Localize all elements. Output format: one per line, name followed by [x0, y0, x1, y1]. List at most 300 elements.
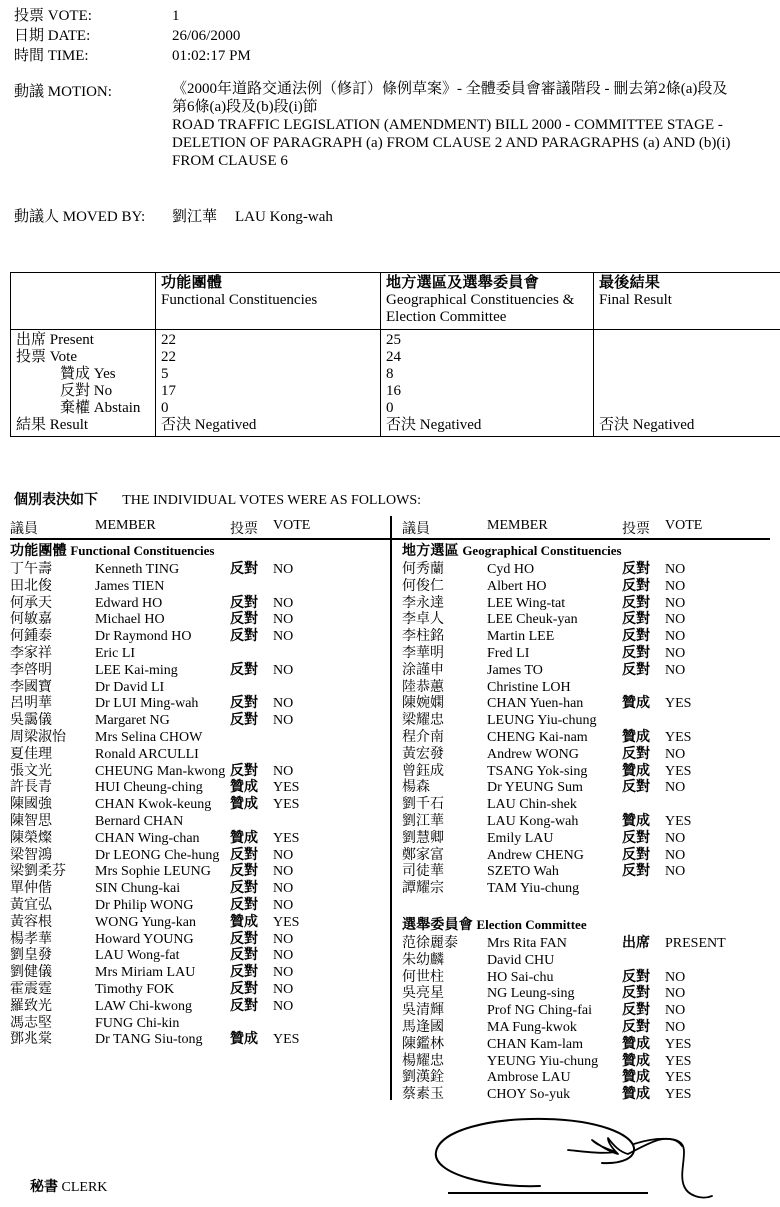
member-name-chinese: 鄭家富 — [402, 847, 444, 863]
vote-value-chinese: 反對 — [230, 998, 258, 1014]
final-result: 否決 Negatived — [599, 417, 695, 433]
member-name-english: Prof NG Ching-fai — [487, 1003, 592, 1019]
label-no — [16, 383, 151, 400]
vote-value-chinese: 反對 — [622, 864, 650, 880]
vote-value-english: NO — [665, 746, 686, 762]
member-name-english: LAU Wong-fat — [95, 948, 180, 964]
member-name-english: Dr David LI — [95, 679, 165, 695]
member-name-english: HUI Cheung-ching — [95, 780, 203, 796]
member-name-chinese: 丁午壽 — [10, 562, 52, 577]
vote-value-english: PRESENT — [665, 935, 726, 951]
vote-value-english: YES — [665, 1087, 692, 1103]
member-name-chinese: 譚耀宗 — [402, 881, 444, 897]
metadata-row-vote — [14, 4, 714, 24]
vote-value-chinese: 贊成 — [230, 780, 258, 796]
vote-value-english: YES — [665, 813, 692, 829]
label-abstain-zh: 棄權 — [60, 400, 91, 416]
label-present-en: Present — [49, 332, 94, 348]
member-name-chinese: 朱幼麟 — [402, 952, 444, 968]
summary-corner-cell — [11, 273, 156, 330]
vote-value-chinese: 反對 — [622, 645, 650, 661]
geographical-abstain: 0 — [386, 400, 394, 416]
date-label: 日期 DATE: — [14, 28, 91, 44]
vote-value-english: NO — [665, 986, 686, 1002]
group-heading-geographical-zh: 地方選區 — [402, 544, 459, 559]
member-name-english: MA Fung-kwok — [487, 1019, 577, 1035]
functional-no: 17 — [161, 383, 176, 399]
summary-header-functional-zh: 功能團體 — [161, 275, 223, 291]
member-name-english: LAU Kong-wah — [487, 813, 579, 829]
moved-by-label: 動議人 MOVED BY: — [14, 209, 146, 225]
label-yes-zh: 贊成 — [60, 366, 91, 382]
votes-column-right — [402, 518, 778, 1103]
member-name-chinese: 楊耀忠 — [402, 1053, 444, 1069]
member-name-chinese: 何承天 — [10, 595, 52, 611]
label-result — [16, 417, 151, 434]
member-name-chinese: 馬逢國 — [402, 1019, 444, 1035]
summary-values-geographical — [381, 330, 594, 437]
member-name-english: CHENG Kai-nam — [487, 729, 588, 745]
member-name-english: SZETO Wah — [487, 864, 559, 880]
vote-value-english: NO — [665, 864, 686, 880]
member-name-chinese: 司徒華 — [402, 864, 444, 880]
vote-value-chinese: 反對 — [622, 612, 650, 628]
member-name-chinese: 劉千石 — [402, 797, 444, 813]
member-name-chinese: 楊森 — [402, 780, 430, 796]
member-name-english: LAU Chin-shek — [487, 797, 577, 813]
member-name-chinese: 劉漢銓 — [402, 1070, 444, 1086]
clerk-label — [30, 1176, 107, 1196]
member-name-english: CHAN Kam-lam — [487, 1036, 584, 1052]
member-name-english: CHAN Wing-chan — [95, 830, 200, 846]
vote-value-chinese: 反對 — [230, 612, 258, 628]
vote-value-chinese: 反對 — [622, 746, 650, 762]
member-name-english: Eric LI — [95, 645, 136, 661]
votes-column-left — [10, 518, 386, 1048]
member-name-english: Mrs Rita FAN — [487, 935, 567, 951]
column-headers-left — [10, 518, 386, 538]
member-name-chinese: 陳榮燦 — [10, 830, 52, 846]
vote-value-english: NO — [665, 1019, 686, 1035]
vote-value-english: NO — [665, 645, 686, 661]
member-name-chinese: 蔡素玉 — [402, 1087, 444, 1103]
vote-value-english: NO — [273, 881, 294, 897]
group-heading-election-committee — [402, 912, 778, 932]
summary-header-row — [11, 273, 780, 330]
member-name-chinese: 劉慧卿 — [402, 830, 444, 846]
vote-value-chinese: 反對 — [230, 595, 258, 611]
vote-value-english: NO — [665, 969, 686, 985]
time-label: 時間 TIME: — [14, 48, 89, 64]
member-name-chinese: 單仲偕 — [10, 881, 52, 897]
member-name-english: Fred LI — [487, 645, 530, 661]
geographical-yes: 8 — [386, 366, 394, 382]
vote-value-chinese: 贊成 — [622, 1053, 650, 1069]
vote-value-english: NO — [273, 763, 294, 779]
vote-value-chinese: 反對 — [230, 931, 258, 947]
vote-value-english: YES — [665, 763, 692, 779]
geographical-result: 否決 Negatived — [386, 417, 482, 433]
vote-value-chinese: 反對 — [622, 847, 650, 863]
summary-header-geographical-en: Geographical Constituencies & Election Committee — [386, 292, 575, 325]
vote-value-chinese: 反對 — [230, 981, 258, 997]
vote-value-english: NO — [665, 830, 686, 846]
column-headers-right — [402, 518, 778, 538]
vote-value-chinese: 反對 — [622, 629, 650, 645]
vote-value-english: NO — [273, 595, 294, 611]
vote-value-english: NO — [273, 931, 294, 947]
member-name-english: LEUNG Yiu-chung — [487, 713, 597, 729]
functional-vote: 22 — [161, 349, 176, 365]
member-name-chinese: 吳亮星 — [402, 986, 444, 1002]
moved-by-name-chinese: 劉江華 — [172, 209, 218, 225]
member-name-chinese: 呂明華 — [10, 696, 52, 712]
member-name-chinese: 何敏嘉 — [10, 612, 52, 628]
group-heading-geographical-en: Geographical Constituencies — [462, 543, 622, 558]
member-name-chinese: 梁劉柔芬 — [10, 864, 66, 880]
member-name-english: WONG Yung-kan — [95, 914, 196, 930]
column-divider-rule — [390, 516, 392, 1100]
vote-value-chinese: 贊成 — [622, 1087, 650, 1103]
vote-value-chinese: 反對 — [230, 965, 258, 981]
member-name-chinese: 梁智鴻 — [10, 847, 52, 863]
individual-votes-title — [14, 489, 421, 509]
motion-text-english: ROAD TRAFFIC LEGISLATION (AMENDMENT) BILL 2000 - COMMITTEE STAGE - DELETION OF PARAGRAPH (a) FROM CLAUSE 2 AND PARAGRAPHS (a) AND (b)(i) FROM CLAUSE 6 — [172, 117, 731, 169]
label-no-en: No — [93, 383, 113, 399]
member-name-english: SIN Chung-kai — [95, 881, 181, 897]
vote-value-chinese: 反對 — [230, 662, 258, 678]
vote-value-chinese: 反對 — [230, 948, 258, 964]
member-name-english: Ambrose LAU — [487, 1070, 571, 1086]
group-heading-geographical — [402, 538, 778, 558]
label-vote-zh: 投票 — [16, 349, 47, 365]
member-name-chinese: 吳清輝 — [402, 1003, 444, 1019]
member-name-english: TAM Yiu-chung — [487, 881, 580, 897]
vote-rows-functional — [10, 558, 386, 1048]
vote-value-english: NO — [273, 629, 294, 645]
vote-value-chinese: 反對 — [230, 696, 258, 712]
label-vote — [16, 349, 151, 366]
member-name-english: Emily LAU — [487, 830, 554, 846]
member-name-chinese: 羅致光 — [10, 998, 52, 1014]
label-yes-en: Yes — [93, 366, 116, 382]
summary-header-geographical-zh: 地方選區及選舉委員會 — [386, 275, 540, 291]
header-vote-zh-left: 投票 — [230, 522, 258, 537]
vote-row — [10, 558, 386, 575]
member-name-chinese: 李國寶 — [10, 679, 52, 695]
label-present — [16, 332, 151, 349]
member-name-english: LAW Chi-kwong — [95, 998, 193, 1014]
vote-value-chinese: 反對 — [622, 662, 650, 678]
vote-value-english: NO — [665, 595, 686, 611]
header-member-zh-right: 議員 — [402, 522, 430, 537]
vote-value-english: NO — [273, 612, 294, 628]
vote-value-chinese: 贊成 — [230, 797, 258, 813]
member-name-chinese: 陳鑑林 — [402, 1036, 444, 1052]
member-name-chinese: 劉江華 — [402, 813, 444, 829]
motion-label: 動議 MOTION: — [14, 84, 112, 100]
vote-value-chinese: 反對 — [230, 881, 258, 897]
vote-value-chinese: 贊成 — [230, 830, 258, 846]
summary-values-final — [594, 330, 780, 437]
moved-by-name-english: LAU Kong-wah — [235, 209, 333, 225]
functional-result: 否決 Negatived — [161, 417, 257, 433]
member-name-english: LEE Kai-ming — [95, 662, 178, 678]
member-name-english: LEE Wing-tat — [487, 595, 566, 611]
vote-value-chinese: 反對 — [230, 629, 258, 645]
member-name-english: NG Leung-sing — [487, 986, 575, 1002]
label-result-en: Result — [49, 417, 89, 433]
vote-number-value: 1 — [172, 8, 180, 24]
motion-text — [172, 80, 734, 170]
summary-header-final-zh: 最後結果 — [599, 275, 661, 291]
member-name-english: Bernard CHAN — [95, 813, 184, 829]
header-member-en-right: MEMBER — [487, 518, 548, 533]
member-name-chinese: 田北俊 — [10, 578, 52, 594]
vote-value-english: NO — [665, 629, 686, 645]
label-yes — [16, 366, 151, 383]
vote-value-english: YES — [273, 830, 300, 846]
motion-block — [14, 80, 774, 170]
member-name-chinese: 程介南 — [402, 729, 444, 745]
vote-value-english: NO — [273, 713, 294, 729]
label-abstain — [16, 400, 151, 417]
vote-value-chinese: 贊成 — [622, 1070, 650, 1086]
summary-header-geographical — [381, 273, 594, 330]
member-name-chinese: 鄧兆棠 — [10, 1032, 52, 1048]
member-name-chinese: 楊孝華 — [10, 931, 52, 947]
final-spacer — [599, 332, 780, 417]
member-name-chinese: 黃宜弘 — [10, 897, 52, 913]
member-name-chinese: 劉健儀 — [10, 965, 52, 981]
vote-value-english: NO — [273, 847, 294, 863]
vote-value-chinese: 反對 — [230, 713, 258, 729]
group-heading-functional-en: Functional Constituencies — [70, 543, 215, 558]
member-name-chinese: 馮志堅 — [10, 1015, 52, 1031]
member-name-english: Dr YEUNG Sum — [487, 780, 583, 796]
member-name-chinese: 李卓人 — [402, 612, 444, 628]
vote-value-english: NO — [665, 562, 686, 577]
vote-value-chinese: 贊成 — [622, 1036, 650, 1052]
member-name-chinese: 夏佳理 — [10, 746, 52, 762]
vote-summary-table — [10, 272, 780, 437]
motion-text-chinese: 《2000年道路交通法例（修訂）條例草案》- 全體委員會審議階段 - 刪去第2條(a)段及第6條(a)段及(b)段(i)節 — [172, 81, 728, 115]
member-name-english: Albert HO — [487, 578, 547, 594]
vote-rows-geographical — [402, 558, 778, 897]
summary-header-final — [594, 273, 780, 330]
member-name-english: FUNG Chi-kin — [95, 1015, 180, 1031]
vote-value-chinese: 贊成 — [622, 813, 650, 829]
vote-value-chinese: 贊成 — [622, 729, 650, 745]
vote-value-chinese: 反對 — [622, 780, 650, 796]
summary-values-functional — [156, 330, 381, 437]
group-heading-functional-zh: 功能團體 — [10, 544, 67, 559]
member-name-english: Dr Philip WONG — [95, 897, 194, 913]
member-name-english: CHEUNG Man-kwong — [95, 763, 226, 779]
vote-value-english: NO — [665, 612, 686, 628]
summary-header-functional — [156, 273, 381, 330]
vote-row — [402, 932, 778, 949]
member-name-chinese: 曾鈺成 — [402, 763, 444, 779]
vote-value-english: YES — [665, 729, 692, 745]
vote-value-english: NO — [273, 998, 294, 1014]
clerk-signature-line — [448, 1192, 648, 1194]
member-name-english: TSANG Yok-sing — [487, 763, 588, 779]
vote-value-english: NO — [273, 897, 294, 913]
member-name-chinese: 何世柱 — [402, 969, 444, 985]
member-name-chinese: 李華明 — [402, 645, 444, 661]
vote-value-chinese: 反對 — [230, 763, 258, 779]
vote-value-chinese: 反對 — [622, 578, 650, 594]
member-name-english: Mrs Miriam LAU — [95, 965, 196, 981]
member-name-english: James TIEN — [95, 578, 165, 594]
vote-rows-election-committee — [402, 932, 778, 1103]
label-no-zh: 反對 — [60, 383, 91, 399]
label-present-zh: 出席 — [16, 332, 47, 348]
member-name-english: CHAN Yuen-han — [487, 696, 584, 712]
member-name-english: Edward HO — [95, 595, 163, 611]
vote-value-english: NO — [273, 965, 294, 981]
member-name-english: Margaret NG — [95, 713, 170, 729]
vote-value-english: NO — [665, 1003, 686, 1019]
vote-value-english: YES — [273, 1032, 300, 1048]
summary-header-final-en: Final Result — [599, 292, 672, 308]
member-name-chinese: 許長青 — [10, 780, 52, 796]
vote-value-english: NO — [273, 948, 294, 964]
member-name-chinese: 何俊仁 — [402, 578, 444, 594]
vote-value-chinese: 反對 — [622, 1019, 650, 1035]
header-vote-zh-right: 投票 — [622, 522, 650, 537]
vote-value-chinese: 反對 — [622, 562, 650, 577]
member-name-chinese: 何鍾泰 — [10, 629, 52, 645]
member-name-english: CHOY So-yuk — [487, 1087, 571, 1103]
vote-value-english: NO — [273, 981, 294, 997]
member-name-chinese: 陳婉嫻 — [402, 696, 444, 712]
clerk-label-zh: 秘書 — [30, 1180, 58, 1195]
member-name-chinese: 陳國強 — [10, 797, 52, 813]
member-name-english: Mrs Sophie LEUNG — [95, 864, 211, 880]
vote-value-english: YES — [665, 1070, 692, 1086]
geographical-present: 25 — [386, 332, 401, 348]
individual-votes-title-en: THE INDIVIDUAL VOTES WERE AS FOLLOWS: — [122, 493, 422, 508]
vote-value-english: YES — [665, 1053, 692, 1069]
metadata-row-date — [14, 24, 714, 44]
vote-value-chinese: 出席 — [622, 935, 650, 951]
label-result-zh: 結果 — [16, 417, 47, 433]
member-name-english: Dr LEONG Che-hung — [95, 847, 220, 863]
moved-by-block — [14, 205, 333, 226]
member-name-english: James TO — [487, 662, 543, 678]
geographical-vote: 24 — [386, 349, 401, 365]
member-name-chinese: 張文光 — [10, 763, 52, 779]
vote-metadata — [14, 4, 714, 64]
vote-value-english: YES — [273, 914, 300, 930]
vote-value-english: YES — [273, 797, 300, 813]
vote-value-chinese: 反對 — [230, 847, 258, 863]
vote-value-chinese: 反對 — [230, 864, 258, 880]
label-abstain-en: Abstain — [93, 400, 141, 416]
member-name-english: Christine LOH — [487, 679, 571, 695]
geographical-no: 16 — [386, 383, 401, 399]
member-name-english: Howard YOUNG — [95, 931, 194, 947]
member-name-chinese: 涂謹申 — [402, 662, 444, 678]
member-name-chinese: 梁耀忠 — [402, 713, 444, 729]
vote-value-english: NO — [665, 662, 686, 678]
vote-value-english: NO — [273, 696, 294, 712]
vote-value-chinese: 反對 — [622, 969, 650, 985]
vote-value-chinese: 反對 — [230, 897, 258, 913]
member-name-english: Dr TANG Siu-tong — [95, 1032, 203, 1048]
vote-value-chinese: 贊成 — [230, 914, 258, 930]
member-name-chinese: 李啓明 — [10, 662, 52, 678]
time-value: 01:02:17 PM — [172, 48, 251, 64]
individual-votes-title-zh: 個別表決如下 — [14, 493, 98, 508]
group-heading-functional — [10, 538, 386, 558]
member-name-english: Timothy FOK — [95, 981, 175, 997]
member-name-chinese: 李柱銘 — [402, 629, 444, 645]
member-name-chinese: 周梁淑怡 — [10, 729, 66, 745]
metadata-row-time — [14, 44, 714, 64]
vote-value-chinese: 反對 — [622, 986, 650, 1002]
vote-value-english: NO — [273, 864, 294, 880]
member-name-english: Andrew WONG — [487, 746, 579, 762]
group-heading-election-committee-en: Election Committee — [476, 916, 587, 932]
functional-yes: 5 — [161, 366, 169, 382]
vote-value-chinese: 反對 — [622, 1003, 650, 1019]
vote-value-chinese: 贊成 — [230, 1032, 258, 1048]
member-name-english: YEUNG Yiu-chung — [487, 1053, 599, 1069]
vote-value-chinese: 反對 — [622, 595, 650, 611]
member-name-chinese: 何秀蘭 — [402, 562, 444, 577]
member-name-chinese: 李家祥 — [10, 645, 52, 661]
member-name-chinese: 范徐麗泰 — [402, 935, 458, 951]
member-name-english: Cyd HO — [487, 562, 535, 577]
vote-value-english: YES — [665, 1036, 692, 1052]
summary-row-labels — [11, 330, 156, 437]
member-name-chinese: 吳靄儀 — [10, 713, 52, 729]
member-name-english: HO Sai-chu — [487, 969, 554, 985]
header-member-zh-left: 議員 — [10, 522, 38, 537]
member-name-english: Kenneth TING — [95, 562, 180, 577]
member-name-english: Michael HO — [95, 612, 165, 628]
member-name-english: Dr LUI Ming-wah — [95, 696, 199, 712]
vote-value-english: YES — [665, 696, 692, 712]
member-name-chinese: 黃容根 — [10, 914, 52, 930]
vote-value-chinese: 反對 — [622, 830, 650, 846]
functional-abstain: 0 — [161, 400, 169, 416]
functional-present: 22 — [161, 332, 176, 348]
vote-value-chinese: 反對 — [230, 562, 258, 577]
vote-value-english: NO — [665, 847, 686, 863]
label-vote-en: Vote — [49, 349, 77, 365]
member-name-english: LEE Cheuk-yan — [487, 612, 578, 628]
member-name-chinese: 黃宏發 — [402, 746, 444, 762]
vote-row — [402, 558, 778, 575]
member-name-chinese: 李永達 — [402, 595, 444, 611]
member-name-english: Mrs Selina CHOW — [95, 729, 203, 745]
member-name-english: Ronald ARCULLI — [95, 746, 199, 762]
header-vote-en-right: VOTE — [665, 518, 703, 533]
vote-value-english: NO — [665, 578, 686, 594]
member-name-chinese: 陳智思 — [10, 813, 52, 829]
header-member-en-left: MEMBER — [95, 518, 156, 533]
vote-number-label: 投票 VOTE: — [14, 8, 92, 24]
member-name-chinese: 霍震霆 — [10, 981, 52, 997]
member-name-english: Martin LEE — [487, 629, 555, 645]
vote-value-english: NO — [273, 662, 294, 678]
vote-value-english: NO — [273, 562, 294, 577]
clerk-label-en: CLERK — [61, 1180, 108, 1195]
